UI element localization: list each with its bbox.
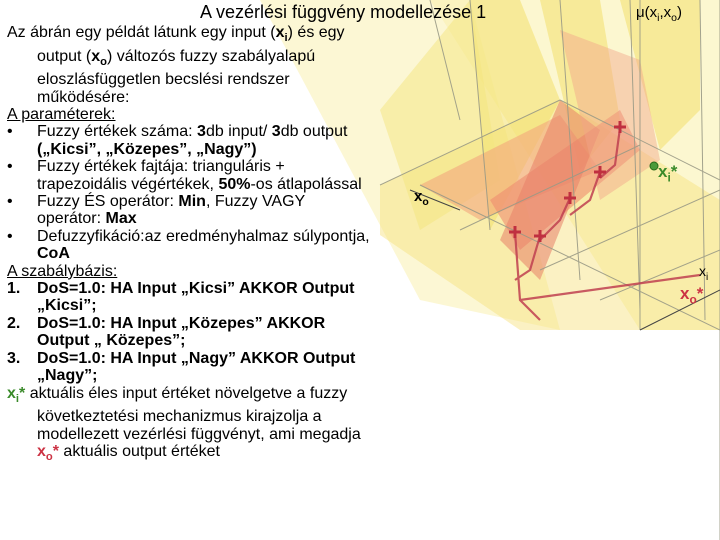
- bullet-text: db output: [280, 123, 348, 141]
- xo-symbol: x: [91, 47, 101, 65]
- intro-line-1: [7, 24, 427, 48]
- axis-symbol: x: [699, 263, 706, 279]
- star-symbol: *: [52, 442, 59, 460]
- intro-line-3: eloszlásfüggetlen becslési rendszer: [37, 71, 290, 89]
- axis-subscript: o: [422, 196, 429, 208]
- bullet-text: trapezoidális végértékek,: [37, 175, 219, 193]
- xi-star-subscript: i: [667, 170, 671, 185]
- bullet-dot: •: [7, 193, 13, 211]
- mu-text: ,x: [659, 4, 672, 21]
- rule-text: DoS=1.0: HA Input „Kicsi” AKKOR Output: [37, 280, 355, 298]
- current-output-label: [680, 284, 703, 306]
- rule-1-line2: „Kicsi”;: [37, 297, 97, 315]
- bullet-fuzzy-type: [7, 158, 427, 175]
- xi-star-symbol: x: [658, 162, 668, 181]
- axis-label-mu: [636, 4, 682, 24]
- bullet-text: Fuzzy értékek száma:: [37, 123, 198, 141]
- rule-text: DoS=1.0: HA Input „Nagy” AKKOR Output: [37, 349, 356, 367]
- xo-star-subscript: o: [45, 451, 53, 464]
- bullet-number: 3: [271, 123, 281, 141]
- star-symbol: *: [696, 284, 704, 303]
- rule-number: 3.: [7, 349, 21, 367]
- bullet-text: Fuzzy ÉS operátor:: [37, 193, 179, 211]
- rule-2: [7, 315, 427, 332]
- params-heading: A paraméterek:: [7, 106, 116, 123]
- bullet-dot: •: [7, 123, 13, 141]
- xo-star-symbol: x: [37, 442, 46, 460]
- bullet-defuzzification-line2: CoA: [37, 245, 70, 263]
- xi-star-subscript: i: [15, 392, 20, 405]
- axis-label-xo: [414, 188, 429, 208]
- outro-line-2: következtetési mechanizmus kirajzolja a: [37, 408, 322, 426]
- bullet-text: operátor:: [37, 210, 106, 228]
- intro-line-2: [7, 48, 427, 72]
- star-symbol: *: [19, 384, 26, 402]
- outro-line-4: [7, 443, 427, 467]
- mu-text: μ(x: [636, 4, 658, 21]
- rule-2-line2: Output „ Közepes”;: [37, 332, 186, 350]
- bullet-dot: •: [7, 227, 13, 245]
- bullet-text: Fuzzy értékek fajtája: trianguláris +: [37, 158, 285, 176]
- star-symbol: *: [670, 162, 678, 181]
- current-input-label: [658, 162, 677, 184]
- rule-number: 2.: [7, 314, 21, 332]
- axis-symbol: x: [414, 188, 423, 205]
- bullet-and-operator: [7, 193, 427, 210]
- bullet-text: -os átlapolással: [250, 175, 362, 193]
- axis-label-xi: [699, 263, 708, 283]
- bullet-max: Max: [105, 210, 137, 228]
- rule-3-line2: „Nagy”;: [37, 367, 98, 385]
- rule-3: [7, 350, 427, 367]
- bullet-fuzzy-count-line2: („Kicsi”, „Közepes”, „Nagy”): [37, 140, 257, 158]
- xo-subscript: o: [100, 55, 108, 68]
- bullet-fuzzy-count: [7, 123, 427, 140]
- xi-symbol: x: [275, 24, 285, 41]
- bullet-dot: •: [7, 158, 13, 176]
- outro-line-1: [7, 385, 427, 409]
- bullet-percent: 50%: [218, 175, 251, 193]
- mu-sub-o: o: [671, 12, 677, 24]
- xi-subscript: i: [284, 32, 288, 45]
- xi-star-symbol: x: [7, 384, 16, 402]
- intro-text: Az ábrán egy példát látunk egy input (: [7, 24, 276, 41]
- rule-1: [7, 280, 427, 297]
- bullet-text: Defuzzyfikáció:az eredményhalmaz súlypontja,: [37, 227, 370, 245]
- current-input-dot: [650, 162, 658, 170]
- rules-heading: A szabálybázis:: [7, 262, 118, 280]
- slide-body: [7, 24, 427, 467]
- bullet-defuzzification: [7, 228, 427, 245]
- rule-text: DoS=1.0: HA Input „Közepes” AKKOR: [37, 314, 326, 332]
- rule-number: 1.: [7, 280, 21, 298]
- axis-subscript: i: [706, 271, 709, 283]
- intro-text: ) változós fuzzy szabályalapú: [107, 47, 316, 65]
- slide-title: A vezérlési függvény modellezése 1: [200, 2, 487, 22]
- bullet-or-operator-line2: [7, 210, 427, 227]
- intro-line-4: működésére:: [37, 88, 130, 106]
- intro-text: output (: [37, 47, 92, 65]
- bullet-text: , Fuzzy VAGY: [205, 193, 306, 211]
- intro-text: ) és egy: [287, 24, 345, 41]
- bullet-text: db input/: [205, 123, 272, 141]
- mu-sub-i: i: [657, 12, 660, 24]
- bullet-min: Min: [178, 193, 206, 211]
- xo-star-subscript: o: [689, 292, 697, 307]
- mu-text: ): [677, 4, 682, 21]
- xo-star-symbol: x: [680, 284, 690, 303]
- outro-line-3: modellezett vezérlési függvényt, ami megadja: [37, 425, 361, 443]
- bullet-number: 3: [197, 123, 206, 141]
- outro-text: aktuális output értéket: [58, 442, 220, 460]
- outro-text: aktuális éles input értéket növelgetve a fuzzy: [25, 384, 348, 402]
- bullet-fuzzy-type-line2: [7, 176, 427, 193]
